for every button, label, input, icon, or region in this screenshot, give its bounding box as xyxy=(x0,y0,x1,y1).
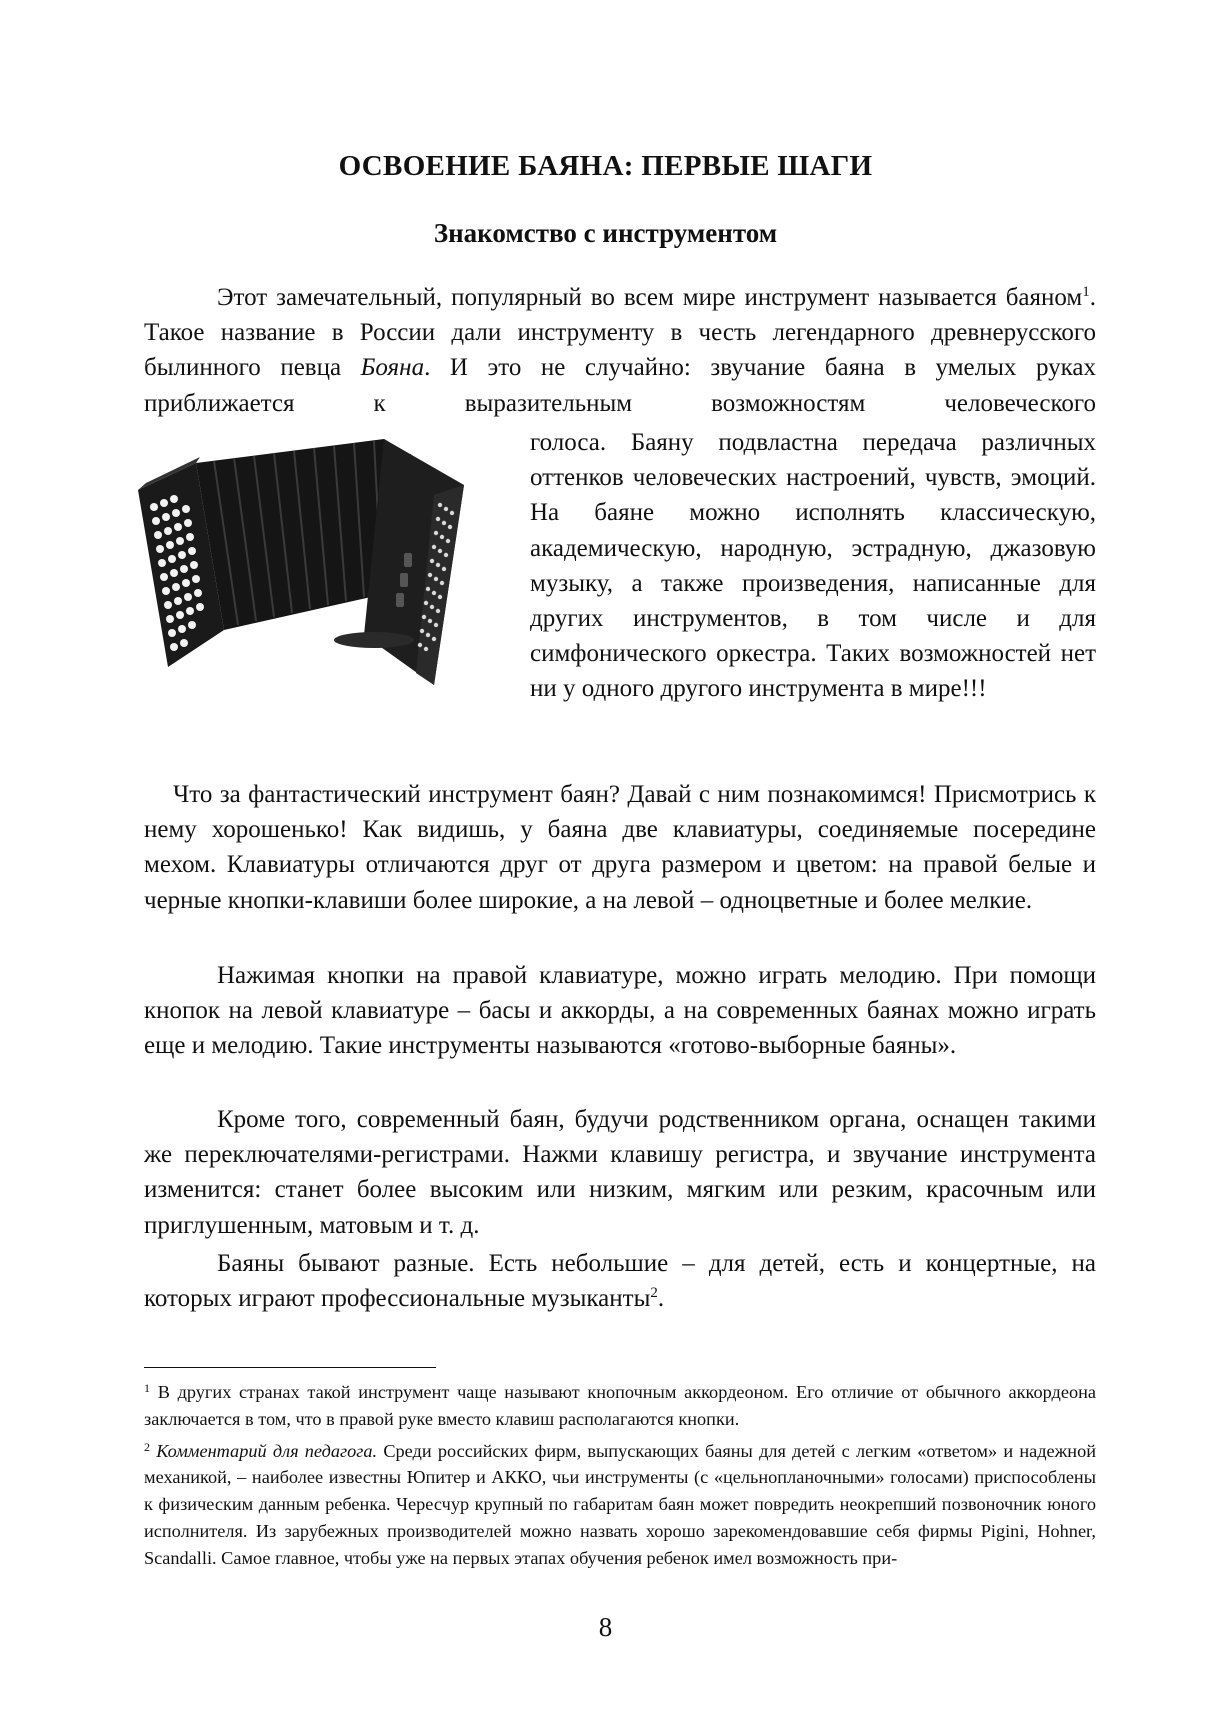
paragraph-2 xyxy=(144,777,1096,918)
footnote-1 xyxy=(144,1379,1096,1433)
section-subtitle: Знакомство с инструментом xyxy=(433,218,778,248)
wrapped-paragraph xyxy=(530,425,1096,707)
intro-text-cont: . Такое название в России дали инструменту в честь легендарного древнерусского былинного певца xyxy=(144,284,1096,382)
intro-paragraph xyxy=(144,280,1096,421)
footnote-2 xyxy=(144,1438,1096,1572)
wrapped-text: голоса. Баяну подвластна передача различных оттенков человеческих настроений, чувств, эмоций. На баяне можно исполнять классическую, академическую, народную, эстрадную, джазовую музыку, а также произведения, написанные для других инструментов, в том числе и для симфонического оркестра. Таких возможностей нет ни у одного другого инструмента в мире!!! xyxy=(530,429,1096,703)
bayan-accordion-icon xyxy=(134,435,514,705)
footnote-mark: 2 xyxy=(144,1439,150,1454)
intro-text: Этот замечательный, популярный во всем мире инструмент называется баяном xyxy=(217,284,1083,311)
footnote-ref-1: 1 xyxy=(1082,284,1090,300)
footnote-ref-2: 2 xyxy=(650,1285,658,1302)
footnote-text: В других странах такой инструмент чаще называют кнопочным аккордеоном. Его отличие от обычного аккордеона заключается в том, что в правой руке вместо клавиш располагаются кнопки. xyxy=(144,1382,1096,1429)
paragraph-text: Баяны бывают разные. Есть небольшие – для детей, есть и концертные, на которых играют профессиональные музыканты xyxy=(144,1250,1096,1313)
paragraph-text: Нажимая кнопки на правой клавиатуре, можно играть мелодию. При помощи кнопок на левой клавиатуре – басы и аккорды, а на современных баянах можно играть еще и мелодию. Такие инструменты называются «готово-выборные баяны». xyxy=(144,962,1096,1060)
footnotes xyxy=(144,1379,1096,1572)
bayan-name-italic: Бояна xyxy=(360,354,425,382)
paragraph-text: Кроме того, современный баян, будучи родственником органа, оснащен такими же переключателями-регистрами. Нажми клавишу регистра, и звучание инструмента изменится: станет более высоким или низким, мягким или резким, красочным или приглушенным, матовым и т. д. xyxy=(144,1106,1096,1239)
paragraph-3 xyxy=(144,958,1096,1064)
footnote-mark: 1 xyxy=(144,1381,150,1395)
paragraph-text: Что за фантастический инструмент баян? Давай с ним познакомимся! Присмотрись к нему хорошенько! Как видишь, у баяна две клавиатуры, соединяемые посередине мехом. Клавиатуры отличаются друг от друга размером и цветом: на правой белые и черные кнопки-клавиши более широкие, а на левой – одноцветные и более мелкие. xyxy=(144,781,1096,914)
footnote-italic: Комментарий для педагога. xyxy=(150,1440,378,1461)
paragraph-4 xyxy=(144,1102,1096,1243)
paragraph-5 xyxy=(144,1246,1096,1316)
paragraph-end: . xyxy=(657,1285,665,1313)
intro-text-tail: . И это не случайно: звучание баяна в умелых руках приближается к выразительным возможностям человеческого xyxy=(144,354,1097,417)
page-number: 8 xyxy=(598,1612,613,1642)
footnote-separator xyxy=(144,1367,436,1368)
footnote-text: Среди российских фирм, выпускающих баяны для детей с легким «ответом» и надежной механикой, – наиболее известны Юпитер и АККО, чьи инструменты (с «цельнопланочными» голосами) приспособлены к физическим данным ребенка. Чересчур крупный по габаритам баян может повредить неокрепший позвоночник юного исполнителя. Из зарубежных производителей можно назвать хорошо зарекомендовавшие себя фирмы Pigini, Hohner, Scandalli. Самое главное, чтобы уже на первых этапах обучения ребенок имел возможность при- xyxy=(144,1440,1097,1568)
page-title: ОСВОЕНИЕ БАЯНА: ПЕРВЫЕ ШАГИ xyxy=(338,150,873,182)
